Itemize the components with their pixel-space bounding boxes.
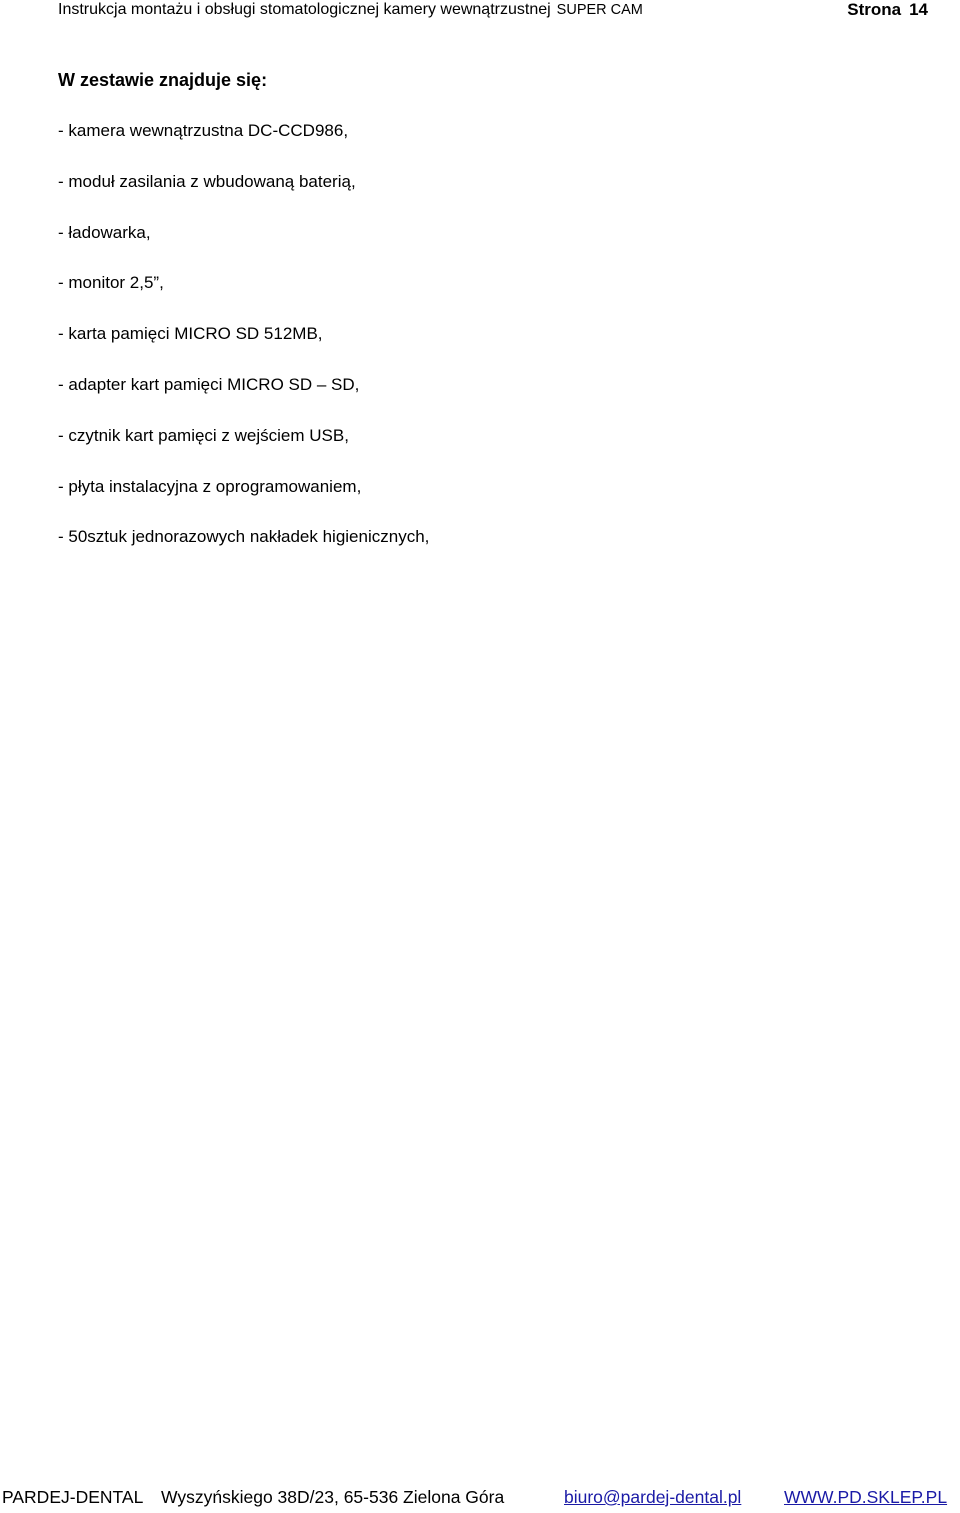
- section-heading: W zestawie znajduje się:: [58, 70, 268, 90]
- package-contents-list: [58, 119, 429, 576]
- company-address: Wyszyńskiego 38D/23, 65-536 Zielona Góra: [161, 1487, 505, 1507]
- list-item: - karta pamięci MICRO SD 512MB,: [58, 324, 323, 344]
- page-footer: [0, 1485, 960, 1511]
- company-name: PARDEJ-DENTAL: [2, 1487, 144, 1507]
- list-item: - monitor 2,5”,: [58, 273, 164, 293]
- page-label: Strona: [847, 0, 902, 19]
- list-item: - kamera wewnątrzustna DC-CCD986,: [58, 121, 349, 140]
- website-link[interactable]: WWW.PD.SKLEP.PL: [784, 1487, 948, 1507]
- page-number-value: 14: [909, 0, 928, 19]
- list-item: - płyta instalacyjna z oprogramowaniem,: [58, 476, 362, 496]
- product-name: SUPER CAM: [556, 2, 643, 18]
- page-number: [847, 0, 928, 20]
- document-title: [58, 0, 643, 20]
- list-item: - 50sztuk jednorazowych nakładek higienicznych,: [58, 527, 430, 547]
- list-item: - moduł zasilania z wbudowaną baterią,: [58, 171, 356, 191]
- page-header: [58, 0, 928, 22]
- list-item: - czytnik kart pamięci z wejściem USB,: [58, 425, 349, 445]
- list-item: - ładowarka,: [58, 222, 151, 242]
- email-link[interactable]: biuro@pardej-dental.pl: [564, 1487, 742, 1507]
- list-item: - adapter kart pamięci MICRO SD – SD,: [58, 374, 360, 394]
- document-title-text: Instrukcja montażu i obsługi stomatologicznej kamery wewnątrzustnej: [58, 1, 551, 18]
